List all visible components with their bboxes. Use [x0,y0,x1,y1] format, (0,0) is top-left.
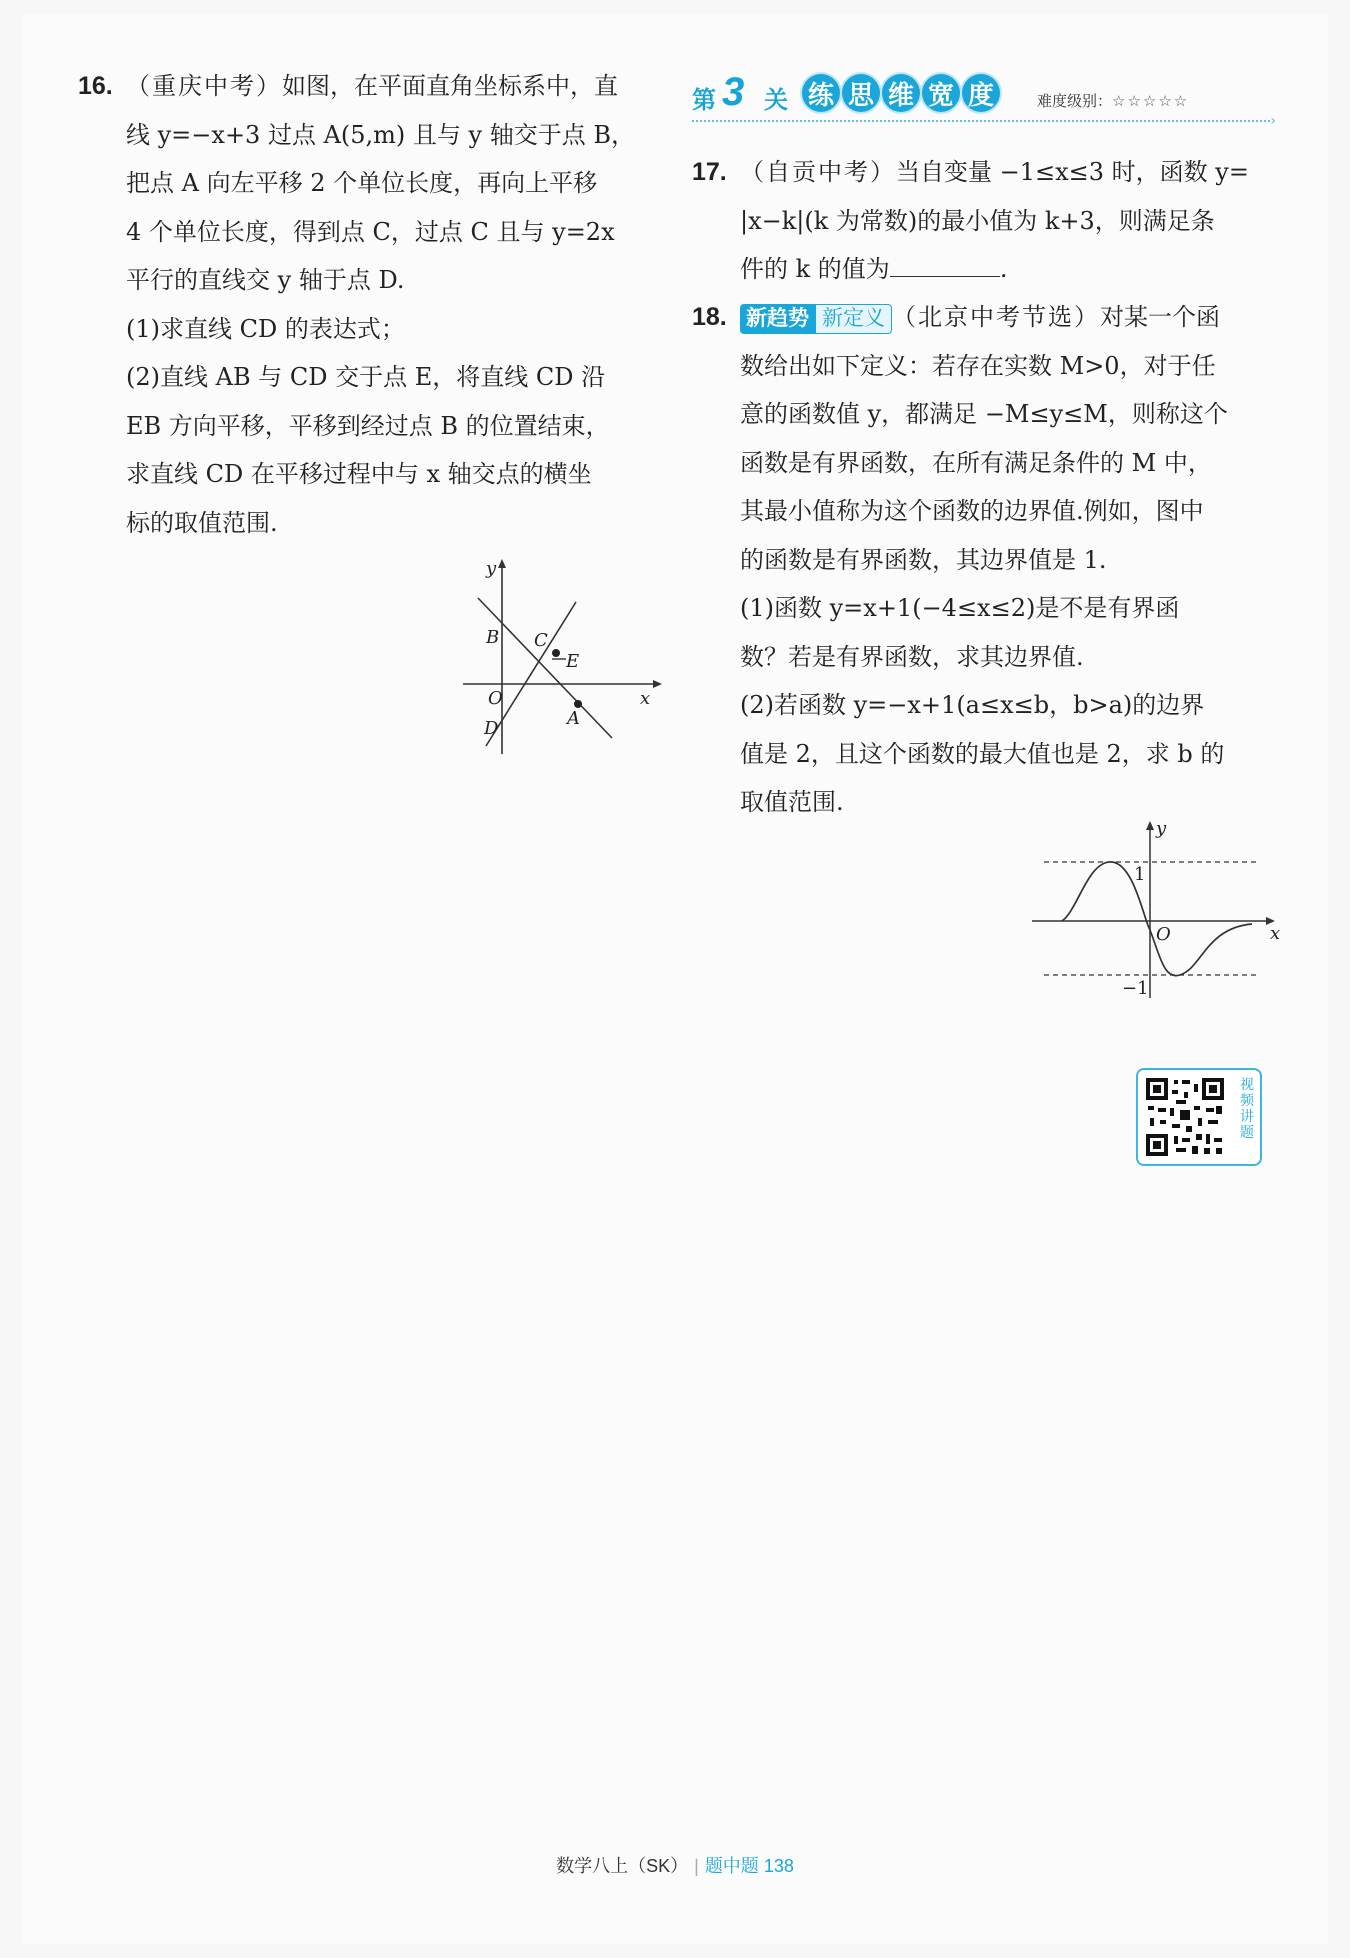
point-e-label: E [566,651,580,672]
section-title-char: 练 [802,74,840,112]
section-header [692,70,1276,129]
question-stem: 的函数是有界函数，其边界值是 1. [740,545,1107,574]
function-curve [1062,862,1252,976]
question-stem: 当自变量 −1≤x≤3 时，函数 y= [896,158,1249,186]
x-axis-label: x [640,688,651,709]
x-axis-label: x [1270,923,1281,944]
question-part-1: 数？若是有界函数，求其边界值. [740,642,1084,671]
y-axis-arrow [498,559,506,568]
tick-label-neg-1: −1 [1122,978,1149,999]
section-title-char: 思 [842,74,880,112]
footer-series: 题中题 [704,1856,759,1876]
question-stem: |x−k|(k 为常数)的最小值为 k+3，则满足条 [740,206,1215,235]
question-number: 18. [692,303,727,331]
question-part-2: 标的取值范围. [126,508,278,537]
section-divider [692,120,1270,122]
point-c [552,649,560,657]
trend-tag: 新趋势 [740,304,815,334]
question-stem: 4 个单位长度，得到点 C，过点 C 且与 y=2x [126,217,615,246]
question-stem: 平行的直线交 y 轴于点 D. [126,266,405,294]
video-qr-code[interactable] [1136,1068,1262,1166]
question-18 [692,293,1282,827]
point-a [574,700,582,708]
section-title [802,74,1000,112]
question-stem: 线 y=−x+3 过点 A(5,m) 且与 y 轴交于点 B， [126,120,636,149]
question-stem: 如图，在平面直角坐标系中，直 [282,72,618,100]
y-axis-arrow [1146,821,1154,830]
question-source: （自贡中考） [740,158,896,186]
question-part-2: 取值范围. [740,788,844,816]
question-17 [692,148,1282,294]
difficulty-label: 难度级别： [1037,93,1113,110]
q18-bounded-function-figure [1026,816,1286,1006]
y-axis-label: y [1156,818,1167,839]
answer-blank[interactable] [890,252,1000,277]
section-number: 3 [722,70,745,114]
question-part-1: (1)函数 y=x+1(−4≤x≤2)是不是有界函 [740,594,1180,622]
question-stem: 函数是有界函数，在所有满足条件的 M 中， [740,448,1212,477]
question-stem: 把点 A 向左平移 2 个单位长度，再向上平移 [126,169,598,197]
section-suffix: 关 [764,87,788,114]
qr-code-icon [1146,1078,1224,1156]
question-stem: 件的 k 的值为 [740,255,890,283]
section-title-char: 维 [882,74,920,112]
point-d-label: D [484,718,499,739]
page-number: 138 [763,1856,794,1876]
question-stem: 对某一个函 [1100,303,1220,331]
x-axis-arrow [653,680,662,688]
chevron-right-icon: › [1270,113,1276,129]
q16-coordinate-figure [448,556,668,756]
section-title-char: 宽 [922,74,960,112]
origin-label: O [488,688,503,709]
point-a-label: A [567,708,580,729]
question-number: 17. [692,158,727,186]
line-cd [486,602,576,746]
y-axis-label: y [486,558,497,579]
point-c-label: C [534,630,548,651]
footer-separator: | [694,1856,699,1876]
question-stem-end: . [999,255,1008,283]
question-stem: 其最小值称为这个函数的边界值.例如，图中 [740,497,1204,525]
question-stem: 数给出如下定义：若存在实数 M>0，对于任 [740,351,1216,380]
question-part-2: 求直线 CD 在平移过程中与 x 轴交点的横坐 [126,460,592,488]
question-stem: 意的函数值 y，都满足 −M≤y≤M，则称这个 [740,400,1228,428]
question-part-2: EB 方向平移，平移到经过点 B 的位置结束， [126,411,610,440]
tick-label-1: 1 [1134,864,1146,885]
question-part-2: (2)直线 AB 与 CD 交于点 E，将直线 CD 沿 [126,363,606,391]
question-number: 16. [78,72,113,100]
question-16 [78,62,658,547]
origin-label: O [1156,924,1171,945]
question-part-2: 值是 2，且这个函数的最大值也是 2，求 b 的 [740,739,1225,768]
question-source: （北京中考节选） [892,303,1100,331]
question-part-2: (2)若函数 y=−x+1(a≤x≤b，b>a)的边界 [740,691,1205,719]
section-prefix: 第 [692,87,716,114]
difficulty-rating [1037,90,1189,111]
page-footer [0,1852,1350,1878]
question-part-1: (1)求直线 CD 的表达式； [126,314,405,343]
section-title-char: 度 [962,74,1000,112]
definition-tag: 新定义 [815,304,892,334]
footer-book-title: 数学八上（SK） [556,1856,689,1876]
star-icon: ☆☆☆☆☆ [1112,93,1190,110]
point-b-label: B [486,627,500,648]
qr-label: 视频讲题 [1240,1076,1254,1140]
line-ab [478,598,612,738]
question-source: （重庆中考） [126,72,282,100]
